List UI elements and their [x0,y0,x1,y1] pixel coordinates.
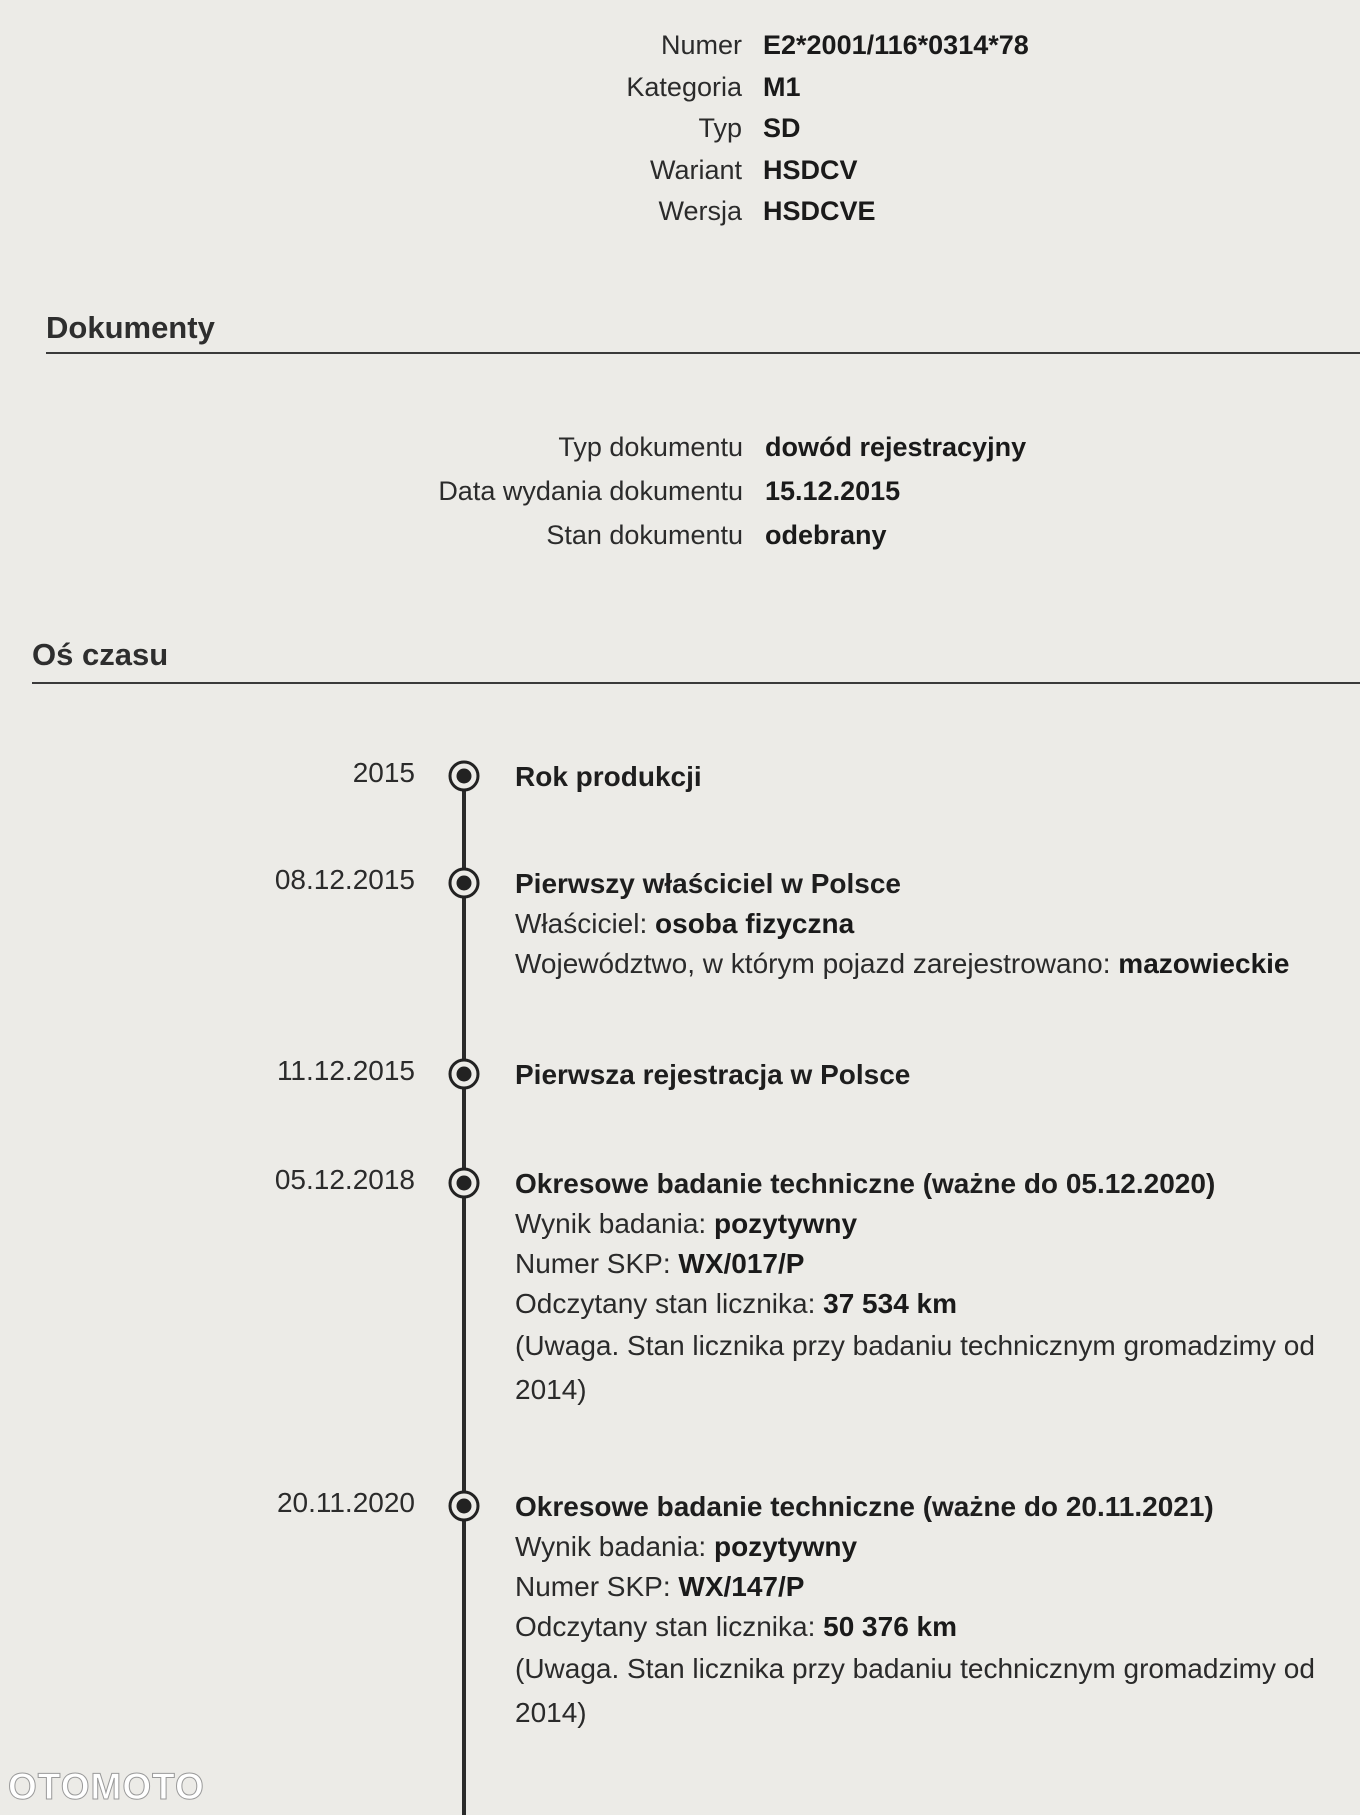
event-date: 2015 [352,757,415,788]
detail-row [0,72,1360,114]
detail-value: SD [763,113,801,143]
event-note: (Uwaga. Stan licznika przy badaniu technicznym gromadzimy od 2014) [515,1653,1315,1728]
section-title-timeline: Oś czasu [32,637,169,672]
event-title: Pierwsza rejestracja w Polsce [515,1059,911,1090]
event-detail [515,1567,1315,1607]
event-detail-value: osoba fizyczna [655,908,855,939]
timeline-dot-icon [447,1057,481,1091]
detail-row [0,476,1360,520]
detail-row [0,432,1360,476]
detail-value: odebrany [765,520,887,550]
detail-label: Typ dokumentu [558,432,743,462]
event-note: (Uwaga. Stan licznika przy badaniu technicznym gromadzimy od 2014) [515,1330,1315,1405]
timeline-dot-icon [447,1166,481,1200]
event-detail-label: Odczytany stan licznika: [515,1288,816,1319]
detail-label: Typ [698,113,742,143]
detail-label: Kategoria [626,71,742,102]
detail-row [0,520,1360,564]
event-detail-value: pozytywny [713,1208,858,1239]
event-detail-label: Województwo, w którym pojazd zarejestrowano: [515,948,1111,979]
detail-label: Data wydania dokumentu [438,476,743,506]
detail-row [0,113,1360,155]
timeline-dot-icon [447,866,481,900]
event-body [515,1487,1315,1735]
detail-label: Wersja [658,196,742,226]
timeline-dot-icon [447,1489,481,1523]
event-detail-value: mazowieckie [1118,948,1290,979]
event-detail [515,944,1315,984]
event-detail-label: Wynik badania: [515,1531,707,1562]
event-detail-value: WX/017/P [678,1248,805,1279]
detail-value: 15.12.2015 [765,476,901,506]
event-detail [515,1607,1315,1647]
detail-label: Wariant [649,154,742,185]
event-title: Okresowe badanie techniczne (ważne do 20.11.2021) [515,1491,1214,1522]
otomoto-watermark [6,1765,231,1807]
event-body [515,864,1315,984]
event-detail-label: Numer SKP: [515,1571,671,1602]
document-details [0,432,1360,564]
detail-value: HSDCVE [763,196,876,226]
detail-label: Numer [660,30,742,60]
event-detail [515,1527,1315,1567]
watermark-text: OTOMOTO [8,1766,205,1807]
section-divider [46,352,1360,354]
detail-label: Stan dokumentu [546,520,743,550]
event-date: 05.12.2018 [274,1164,415,1195]
event-detail-value: 37 534 km [823,1288,958,1319]
event-body [515,1055,1315,1095]
event-body [515,1164,1315,1412]
event-detail-label: Odczytany stan licznika: [515,1611,816,1642]
event-detail [515,1244,1315,1284]
event-detail-value: WX/147/P [678,1571,805,1602]
event-detail-label: Wynik badania: [515,1208,707,1239]
detail-row [0,30,1360,72]
detail-value: dowód rejestracyjny [765,432,1027,462]
event-detail [515,904,1315,944]
event-title: Rok produkcji [515,761,702,792]
timeline-dot-icon [447,759,481,793]
detail-value: HSDCV [763,154,858,185]
timeline-axis [462,775,466,1815]
event-body [515,757,1315,797]
homologation-details [0,30,1360,238]
event-detail [515,1204,1315,1244]
detail-row [0,155,1360,197]
detail-value: E2*2001/116*0314*78 [763,30,1029,60]
event-detail-value: 50 376 km [823,1611,958,1642]
section-title-documents: Dokumenty [46,310,215,345]
event-title: Pierwszy właściciel w Polsce [515,868,901,899]
event-detail [515,1284,1315,1324]
event-date: 20.11.2020 [276,1487,415,1518]
event-title: Okresowe badanie techniczne (ważne do 05.12.2020) [515,1168,1216,1199]
event-date: 08.12.2015 [274,864,415,895]
detail-row [0,196,1360,238]
event-detail-value: pozytywny [713,1531,858,1562]
section-divider [32,682,1360,684]
event-detail-label: Numer SKP: [515,1248,671,1279]
event-detail-label: Właściciel: [515,908,648,939]
event-date: 11.12.2015 [276,1055,415,1086]
detail-value: M1 [763,71,801,102]
